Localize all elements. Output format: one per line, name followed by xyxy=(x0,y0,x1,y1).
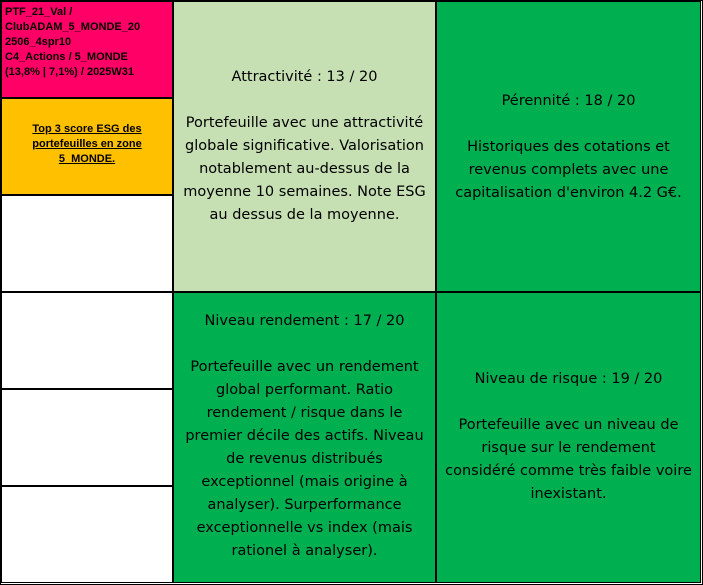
rendement-title: Niveau rendement : 17 / 20 xyxy=(204,313,405,329)
empty-cell-4 xyxy=(1,486,173,583)
perennite-title: Pérennité : 18 / 20 xyxy=(501,93,636,109)
attractivite-body: Portefeuille avec une attractivité globale significative. Valorisation notablement au-dessus de la moyenne 10 semaines. Note ESG au dessus de la moyenne. xyxy=(183,115,426,223)
portfolio-line-3: 2506_4spr10 xyxy=(5,36,72,48)
portfolio-line-4: C4_Actions / 5_MONDE xyxy=(5,51,128,63)
perennite-body: Historiques des cotations et revenus complets avec une capitalisation d'environ 4.2 G€. xyxy=(455,139,682,201)
portfolio-line-2: ClubADAM_5_MONDE_20 xyxy=(5,21,141,33)
perennite-card xyxy=(436,1,701,292)
empty-cell-1 xyxy=(1,195,173,292)
portfolio-line-5: (13,8% | 7,1%) / 2025W31 xyxy=(5,66,135,78)
empty-cell-2 xyxy=(1,292,173,389)
empty-cell-3 xyxy=(1,389,173,486)
top3-esg-link[interactable] xyxy=(1,98,173,195)
portfolio-line-1: PTF_21_Val / xyxy=(5,6,73,18)
risque-title: Niveau de risque : 19 / 20 xyxy=(474,371,663,387)
rendement-body: Portefeuille avec un rendement global performant. Ratio rendement / risque dans le premier décile des actifs. Niveau de revenus distribués exceptionnel (mais origine à analyser). Surperformance exceptionnelle vs index (mais rationel à analyser). xyxy=(185,359,424,559)
risque-body: Portefeuille avec un niveau de risque sur le rendement considéré comme très faible voire inexistant. xyxy=(445,417,692,502)
top3-esg-label: Top 3 score ESG des portefeuilles en zone 5_MONDE. xyxy=(32,123,142,165)
risque-card xyxy=(436,292,701,583)
attractivite-title: Attractivité : 13 / 20 xyxy=(231,69,378,85)
rendement-card xyxy=(173,292,436,583)
portfolio-id-cell xyxy=(1,1,173,98)
attractivite-card xyxy=(173,1,436,292)
